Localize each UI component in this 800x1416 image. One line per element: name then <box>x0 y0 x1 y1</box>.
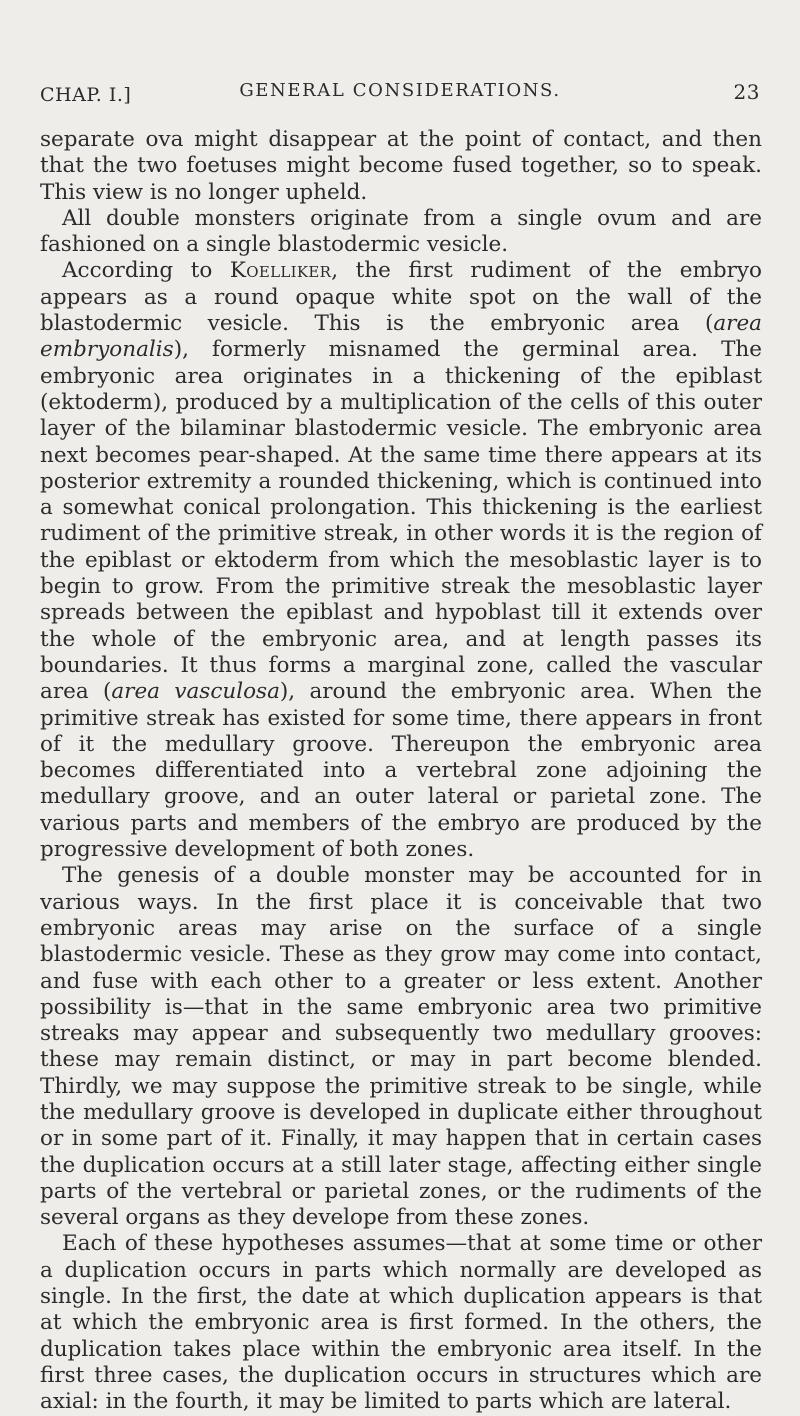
text-run: According to <box>62 258 230 284</box>
paragraph-double-monsters: All double monsters originate from a single ovum and are fashioned on a single blastodermic vesicle. <box>40 205 762 258</box>
page-header-title: GENERAL CONSIDERATIONS. <box>239 80 561 101</box>
text-run: ), around the embryonic area. When the primitive streak has existed for some time, there appears in front of it the medullary groove. Thereupon the embryonic area becomes differentiated into a vertebral zone adjoining the medullary groove, and an outer lateral or parietal zone. The various parts and members of the embryo are produced by the progressive development of both zones. <box>40 679 762 863</box>
paragraph-genesis: The genesis of a double monster may be accounted for in various ways. In the first place it is conceivable that two embryonic areas may arise on the surface of a single blastodermic vesicle. These as they grow may come into contact, and fuse with each other to a greater or less extent. Another possibility is—that in the same embryonic area two primitive streaks may appear and subsequently two medullary grooves: these may remain distinct, or may in part become blended. Thirdly, we may suppose the primitive streak to be single, while the medullary groove is developed in duplicate either throughout or in some part of it. Finally, it may happen that in certain cases the duplication occurs at a still later stage, affecting either single parts of the vertebral or parietal zones, or the rudiments of the several organs as they develope from these zones. <box>40 863 762 1231</box>
author-name: Koelliker <box>229 258 332 284</box>
text-run: , the first rudiment of the embryo appears as a round opaque white spot on the wall of the blastodermic vesicle. This is the embryonic area ( <box>40 258 762 337</box>
page-number: 23 <box>733 80 760 104</box>
latin-term: area embryonalis <box>40 311 762 363</box>
running-head <box>40 80 760 110</box>
body-text <box>40 127 762 1416</box>
paragraph-continuation: separate ova might disappear at the point of contact, and then that the two foetuses might become fused together, so to speak. This view is no longer upheld. <box>40 127 762 205</box>
latin-term: area vasculosa <box>111 679 280 705</box>
chapter-label: CHAP. I.] <box>40 84 132 106</box>
paragraph-koelliker <box>40 258 762 863</box>
paragraph-hypotheses: Each of these hypotheses assumes—that at some time or other a duplication occurs in parts which normally are developed as single. In the first, the date at which duplication appears is that at which the embryonic area is first formed. In the others, the duplication takes place within the embryonic area itself. In the first three cases, the duplication occurs in structures which are axial: in the fourth, it may be limited to parts which are lateral. <box>40 1231 762 1415</box>
text-run: ), formerly misnamed the germinal area. The embryonic area originates in a thickening of the epiblast (ektoderm), produced by a multiplication of the cells of this outer layer of the bilaminar blastodermic vesicle. The embryonic area next becomes pear-shaped. At the same time there appears at its posterior extremity a rounded thickening, which is continued into a somewhat conical prolongation. This thickening is the earliest rudiment of the primitive streak, in other words it is the region of the epiblast or ektoderm from which the mesoblastic layer is to begin to grow. From the primitive streak the mesoblastic layer spreads between the epiblast and hypoblast till it extends over the whole of the embryonic area, and at length passes its boundaries. It thus forms a marginal zone, called the vascular area ( <box>40 337 762 705</box>
